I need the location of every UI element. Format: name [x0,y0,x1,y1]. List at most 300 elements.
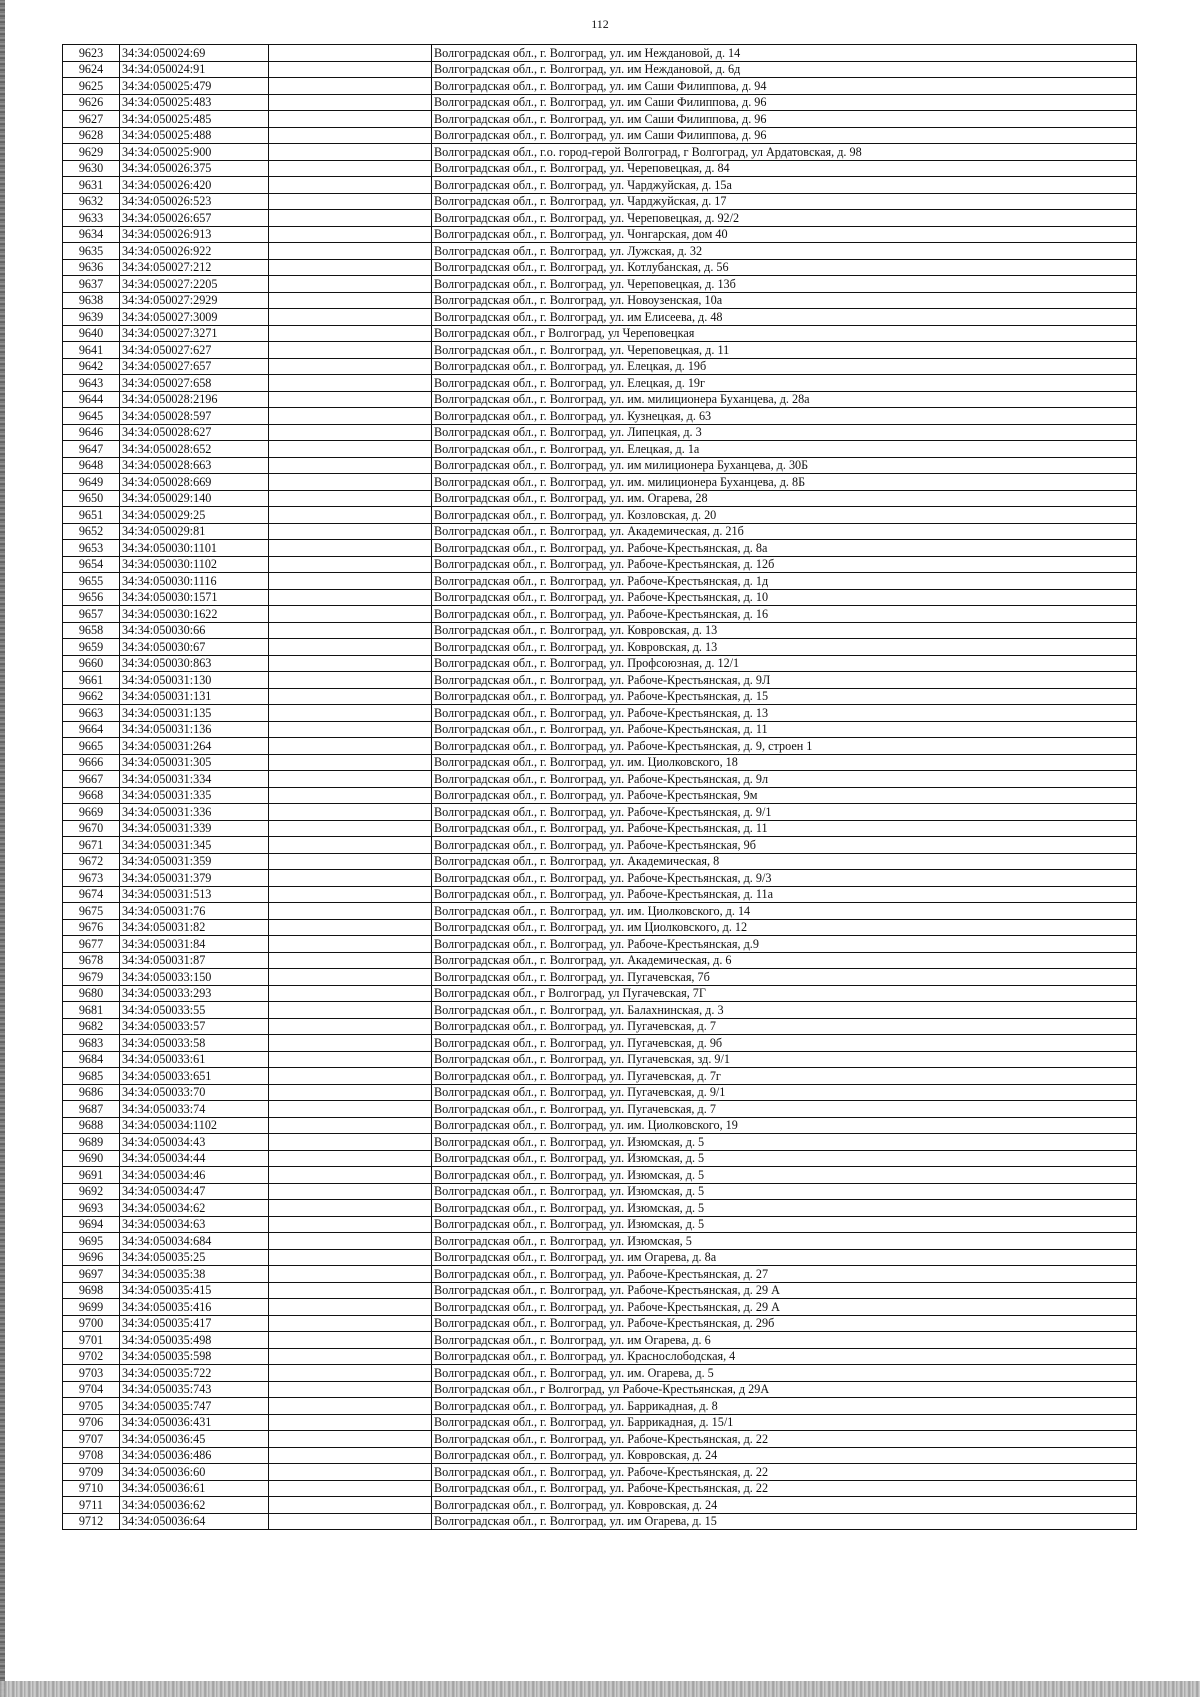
table-row [63,1497,1137,1514]
cadastral-number-cell: 34:34:050026:420 [120,177,269,194]
row-number-cell: 9634 [63,226,120,243]
table-row [63,589,1137,606]
blank-cell [269,672,432,689]
cadastral-number-cell: 34:34:050031:130 [120,672,269,689]
row-number-cell: 9643 [63,375,120,392]
row-number-cell: 9636 [63,259,120,276]
row-number-cell: 9665 [63,738,120,755]
row-number-cell: 9666 [63,754,120,771]
table-row [63,408,1137,425]
cadastral-number-cell: 34:34:050031:131 [120,688,269,705]
address-cell: Волгоградская обл., г. Волгоград, ул. Рабоче-Крестьянская, д. 29б [432,1315,1137,1332]
row-number-cell: 9627 [63,111,120,128]
cadastral-number-cell: 34:34:050025:488 [120,127,269,144]
table-row [63,243,1137,260]
table-row [63,837,1137,854]
address-cell: Волгоградская обл., г. Волгоград, ул. Пугачевская, д. 7 [432,1018,1137,1035]
row-number-cell: 9656 [63,589,120,606]
blank-cell [269,688,432,705]
row-number-cell: 9670 [63,820,120,837]
table-row [63,210,1137,227]
table-row [63,358,1137,375]
cadastral-number-cell: 34:34:050031:82 [120,919,269,936]
address-cell: Волгоградская обл., г. Волгоград, ул. Пугачевская, д. 7 [432,1101,1137,1118]
row-number-cell: 9630 [63,160,120,177]
blank-cell [269,1051,432,1068]
row-number-cell: 9687 [63,1101,120,1118]
cadastral-number-cell: 34:34:050025:479 [120,78,269,95]
cadastral-number-cell: 34:34:050030:863 [120,655,269,672]
row-number-cell: 9696 [63,1249,120,1266]
row-number-cell: 9631 [63,177,120,194]
cadastral-number-cell: 34:34:050033:58 [120,1035,269,1052]
table-row [63,325,1137,342]
cadastral-number-cell: 34:34:050035:415 [120,1282,269,1299]
blank-cell [269,573,432,590]
blank-cell [269,1018,432,1035]
cadastral-number-cell: 34:34:050035:498 [120,1332,269,1349]
blank-cell [269,441,432,458]
blank-cell [269,309,432,326]
table-row [63,903,1137,920]
address-cell: Волгоградская обл., г. Волгоград, ул. Рабоче-Крестьянская, д.9 [432,936,1137,953]
cadastral-number-cell: 34:34:050027:3009 [120,309,269,326]
blank-cell [269,177,432,194]
row-number-cell: 9706 [63,1414,120,1431]
row-number-cell: 9669 [63,804,120,821]
blank-cell [269,589,432,606]
blank-cell [269,606,432,623]
address-cell: Волгоградская обл., г. Волгоград, ул. Рабоче-Крестьянская, д. 9/3 [432,870,1137,887]
row-number-cell: 9682 [63,1018,120,1035]
cadastral-number-cell: 34:34:050036:61 [120,1480,269,1497]
address-cell: Волгоградская обл., г. Волгоград, ул. Череповецкая, д. 84 [432,160,1137,177]
address-cell: Волгоградская обл., г. Волгоград, ул. Балахнинская, д. 3 [432,1002,1137,1019]
cadastral-number-cell: 34:34:050036:486 [120,1447,269,1464]
table-row [63,573,1137,590]
address-cell: Волгоградская обл., г. Волгоград, ул. им Саши Филиппова, д. 94 [432,78,1137,95]
blank-cell [269,820,432,837]
address-cell: Волгоградская обл., г. Волгоград, ул. Пугачевская, 7б [432,969,1137,986]
address-cell: Волгоградская обл., г. Волгоград, ул. Академическая, д. 6 [432,952,1137,969]
blank-cell [269,969,432,986]
blank-cell [269,1497,432,1514]
blank-cell [269,259,432,276]
row-number-cell: 9673 [63,870,120,887]
blank-cell [269,622,432,639]
row-number-cell: 9625 [63,78,120,95]
address-cell: Волгоградская обл., г. Волгоград, ул. Лужская, д. 32 [432,243,1137,260]
address-cell: Волгоградская обл., г. Волгоград, ул. Липецкая, д. 3 [432,424,1137,441]
cadastral-number-cell: 34:34:050026:375 [120,160,269,177]
table-row [63,507,1137,524]
row-number-cell: 9680 [63,985,120,1002]
cadastral-number-cell: 34:34:050027:3271 [120,325,269,342]
table-row [63,721,1137,738]
row-number-cell: 9623 [63,45,120,62]
row-number-cell: 9635 [63,243,120,260]
table-row [63,1513,1137,1530]
table-row [63,1117,1137,1134]
table-row [63,111,1137,128]
blank-cell [269,1513,432,1530]
blank-cell [269,325,432,342]
blank-cell [269,1249,432,1266]
table-row [63,1051,1137,1068]
cadastral-number-cell: 34:34:050030:1571 [120,589,269,606]
table-row [63,1233,1137,1250]
blank-cell [269,1398,432,1415]
address-cell: Волгоградская обл., г. Волгоград, ул. им Циолковского, д. 12 [432,919,1137,936]
blank-cell [269,1233,432,1250]
row-number-cell: 9677 [63,936,120,953]
blank-cell [269,1117,432,1134]
blank-cell [269,903,432,920]
cadastral-number-cell: 34:34:050034:46 [120,1167,269,1184]
blank-cell [269,837,432,854]
blank-cell [269,490,432,507]
row-number-cell: 9686 [63,1084,120,1101]
cadastral-number-cell: 34:34:050031:305 [120,754,269,771]
address-cell: Волгоградская обл., г. Волгоград, ул. Пугачевская, д. 9/1 [432,1084,1137,1101]
table-row [63,1216,1137,1233]
row-number-cell: 9689 [63,1134,120,1151]
cadastral-number-cell: 34:34:050036:60 [120,1464,269,1481]
table-row [63,1035,1137,1052]
table-row [63,1018,1137,1035]
row-number-cell: 9692 [63,1183,120,1200]
scan-edge-bottom [0,1681,1200,1697]
row-number-cell: 9681 [63,1002,120,1019]
cadastral-number-cell: 34:34:050031:76 [120,903,269,920]
address-cell: Волгоградская обл., г. Волгоград, ул. Рабоче-Крестьянская, д. 16 [432,606,1137,623]
table-row [63,1414,1137,1431]
table-row [63,309,1137,326]
row-number-cell: 9684 [63,1051,120,1068]
address-cell: Волгоградская обл., г. Волгоград, ул. Рабоче-Крестьянская, д. 15 [432,688,1137,705]
cadastral-number-cell: 34:34:050035:417 [120,1315,269,1332]
cadastral-number-cell: 34:34:050027:627 [120,342,269,359]
row-number-cell: 9685 [63,1068,120,1085]
address-cell: Волгоградская обл., г. Волгоград, ул. Череповецкая, д. 13б [432,276,1137,293]
row-number-cell: 9679 [63,969,120,986]
blank-cell [269,1464,432,1481]
cadastral-number-cell: 34:34:050031:87 [120,952,269,969]
address-cell: Волгоградская обл., г. Волгоград, ул. Краснослободская, 4 [432,1348,1137,1365]
address-cell: Волгоградская обл., г. Волгоград, ул. Рабоче-Крестьянская, д. 8а [432,540,1137,557]
address-cell: Волгоградская обл., г. Волгоград, ул. Чарджуйская, д. 15а [432,177,1137,194]
table-row [63,127,1137,144]
cadastral-number-cell: 34:34:050034:63 [120,1216,269,1233]
address-cell: Волгоградская обл., г Волгоград, ул Рабоче-Крестьянская, д 29А [432,1381,1137,1398]
address-cell: Волгоградская обл., г. Волгоград, ул. Рабоче-Крестьянская, 9б [432,837,1137,854]
table-row [63,705,1137,722]
row-number-cell: 9654 [63,556,120,573]
blank-cell [269,853,432,870]
address-cell: Волгоградская обл., г. Волгоград, ул. Череповецкая, д. 11 [432,342,1137,359]
table-row [63,1150,1137,1167]
row-number-cell: 9688 [63,1117,120,1134]
blank-cell [269,804,432,821]
blank-cell [269,94,432,111]
table-row [63,853,1137,870]
address-cell: Волгоградская обл., г. Волгоград, ул. Козловская, д. 20 [432,507,1137,524]
cadastral-number-cell: 34:34:050035:25 [120,1249,269,1266]
cadastral-number-cell: 34:34:050028:652 [120,441,269,458]
table-row [63,1348,1137,1365]
address-cell: Волгоградская обл., г Волгоград, ул Череповецкая [432,325,1137,342]
table-row [63,391,1137,408]
blank-cell [269,292,432,309]
blank-cell [269,144,432,161]
row-number-cell: 9707 [63,1431,120,1448]
blank-cell [269,771,432,788]
cadastral-number-cell: 34:34:050033:61 [120,1051,269,1068]
cadastral-number-cell: 34:34:050036:45 [120,1431,269,1448]
cadastral-number-cell: 34:34:050031:336 [120,804,269,821]
blank-cell [269,474,432,491]
row-number-cell: 9678 [63,952,120,969]
table-row [63,1332,1137,1349]
address-cell: Волгоградская обл., г. Волгоград, ул. Рабоче-Крестьянская, д. 11 [432,820,1137,837]
blank-cell [269,556,432,573]
blank-cell [269,408,432,425]
row-number-cell: 9658 [63,622,120,639]
blank-cell [269,243,432,260]
blank-cell [269,540,432,557]
address-cell: Волгоградская обл., г. Волгоград, ул. Рабоче-Крестьянская, д. 29 А [432,1282,1137,1299]
row-number-cell: 9651 [63,507,120,524]
cadastral-number-cell: 34:34:050036:64 [120,1513,269,1530]
address-cell: Волгоградская обл., г. Волгоград, ул. им. Циолковского, 18 [432,754,1137,771]
table-row [63,1200,1137,1217]
table-row [63,1183,1137,1200]
row-number-cell: 9626 [63,94,120,111]
cadastral-number-cell: 34:34:050031:84 [120,936,269,953]
table-row [63,672,1137,689]
table-row [63,78,1137,95]
blank-cell [269,1150,432,1167]
row-number-cell: 9657 [63,606,120,623]
row-number-cell: 9699 [63,1299,120,1316]
address-cell: Волгоградская обл., г. Волгоград, ул. им Огарева, д. 8а [432,1249,1137,1266]
blank-cell [269,1167,432,1184]
table-row [63,870,1137,887]
table-row [63,490,1137,507]
blank-cell [269,358,432,375]
cadastral-number-cell: 34:34:050033:651 [120,1068,269,1085]
cadastral-number-cell: 34:34:050026:913 [120,226,269,243]
table-row [63,1134,1137,1151]
cadastral-number-cell: 34:34:050026:922 [120,243,269,260]
address-cell: Волгоградская обл., г.о. город-герой Волгоград, г Волгоград, ул Ардатовская, д. 98 [432,144,1137,161]
table-row [63,193,1137,210]
row-number-cell: 9691 [63,1167,120,1184]
cadastral-number-cell: 34:34:050033:293 [120,985,269,1002]
registry-table [62,44,1137,1530]
address-cell: Волгоградская обл., г. Волгоград, ул. Рабоче-Крестьянская, д. 22 [432,1480,1137,1497]
address-cell: Волгоградская обл., г. Волгоград, ул. Рабоче-Крестьянская, 9м [432,787,1137,804]
address-cell: Волгоградская обл., г. Волгоград, ул. Пугачевская, д. 9б [432,1035,1137,1052]
table-row [63,61,1137,78]
cadastral-number-cell: 34:34:050034:62 [120,1200,269,1217]
address-cell: Волгоградская обл., г. Волгоград, ул. Котлубанская, д. 56 [432,259,1137,276]
address-cell: Волгоградская обл., г. Волгоград, ул. Елецкая, д. 19г [432,375,1137,392]
address-cell: Волгоградская обл., г. Волгоград, ул. Кузнецкая, д. 63 [432,408,1137,425]
address-cell: Волгоградская обл., г. Волгоград, ул. им Неждановой, д. 6д [432,61,1137,78]
address-cell: Волгоградская обл., г. Волгоград, ул. им Саши Филиппова, д. 96 [432,127,1137,144]
address-cell: Волгоградская обл., г. Волгоград, ул. им. милиционера Буханцева, д. 8Б [432,474,1137,491]
row-number-cell: 9641 [63,342,120,359]
address-cell: Волгоградская обл., г. Волгоград, ул. Елецкая, д. 19б [432,358,1137,375]
table-row [63,1002,1137,1019]
table-row [63,606,1137,623]
cadastral-number-cell: 34:34:050026:657 [120,210,269,227]
table-row [63,738,1137,755]
blank-cell [269,936,432,953]
blank-cell [269,160,432,177]
cadastral-number-cell: 34:34:050030:66 [120,622,269,639]
row-number-cell: 9662 [63,688,120,705]
cadastral-number-cell: 34:34:050025:485 [120,111,269,128]
table-row [63,94,1137,111]
table-row [63,1365,1137,1382]
cadastral-number-cell: 34:34:050035:722 [120,1365,269,1382]
table-row [63,342,1137,359]
cadastral-number-cell: 34:34:050031:135 [120,705,269,722]
table-row [63,177,1137,194]
blank-cell [269,886,432,903]
cadastral-number-cell: 34:34:050033:150 [120,969,269,986]
table-row [63,160,1137,177]
table-row [63,144,1137,161]
table-row [63,1167,1137,1184]
cadastral-number-cell: 34:34:050027:2929 [120,292,269,309]
cadastral-number-cell: 34:34:050034:44 [120,1150,269,1167]
table-row [63,276,1137,293]
row-number-cell: 9708 [63,1447,120,1464]
blank-cell [269,1414,432,1431]
blank-cell [269,45,432,62]
address-cell: Волгоградская обл., г. Волгоград, ул. Изюмская, д. 5 [432,1200,1137,1217]
address-cell: Волгоградская обл., г. Волгоград, ул. Рабоче-Крестьянская, д. 9л [432,771,1137,788]
address-cell: Волгоградская обл., г. Волгоград, ул. Изюмская, 5 [432,1233,1137,1250]
address-cell: Волгоградская обл., г. Волгоград, ул. Рабоче-Крестьянская, д. 13 [432,705,1137,722]
address-cell: Волгоградская обл., г. Волгоград, ул. Чарджуйская, д. 17 [432,193,1137,210]
blank-cell [269,1431,432,1448]
row-number-cell: 9644 [63,391,120,408]
cadastral-number-cell: 34:34:050031:339 [120,820,269,837]
cadastral-number-cell: 34:34:050028:597 [120,408,269,425]
cadastral-number-cell: 34:34:050030:67 [120,639,269,656]
blank-cell [269,61,432,78]
table-row [63,820,1137,837]
address-cell: Волгоградская обл., г. Волгоград, ул. им. Циолковского, 19 [432,1117,1137,1134]
address-cell: Волгоградская обл., г. Волгоград, ул. им Елисеева, д. 48 [432,309,1137,326]
row-number-cell: 9703 [63,1365,120,1382]
cadastral-number-cell: 34:34:050033:57 [120,1018,269,1035]
address-cell: Волгоградская обл., г. Волгоград, ул. Академическая, д. 21б [432,523,1137,540]
address-cell: Волгоградская обл., г. Волгоград, ул. Ковровская, д. 13 [432,622,1137,639]
row-number-cell: 9648 [63,457,120,474]
row-number-cell: 9642 [63,358,120,375]
cadastral-number-cell: 34:34:050025:900 [120,144,269,161]
row-number-cell: 9646 [63,424,120,441]
address-cell: Волгоградская обл., г. Волгоград, ул. Ковровская, д. 24 [432,1447,1137,1464]
registry-table-body [63,45,1137,1530]
cadastral-number-cell: 34:34:050029:25 [120,507,269,524]
row-number-cell: 9633 [63,210,120,227]
address-cell: Волгоградская обл., г. Волгоград, ул. им Саши Филиппова, д. 96 [432,94,1137,111]
cadastral-number-cell: 34:34:050027:658 [120,375,269,392]
table-row [63,985,1137,1002]
blank-cell [269,457,432,474]
page-number: 112 [591,17,609,31]
table-row [63,1068,1137,1085]
cadastral-number-cell: 34:34:050030:1102 [120,556,269,573]
blank-cell [269,1266,432,1283]
row-number-cell: 9661 [63,672,120,689]
row-number-cell: 9690 [63,1150,120,1167]
blank-cell [269,1348,432,1365]
table-row [63,787,1137,804]
cadastral-number-cell: 34:34:050031:359 [120,853,269,870]
address-cell: Волгоградская обл., г. Волгоград, ул. Изюмская, д. 5 [432,1167,1137,1184]
blank-cell [269,507,432,524]
address-cell: Волгоградская обл., г. Волгоград, ул. им. Огарева, д. 5 [432,1365,1137,1382]
row-number-cell: 9704 [63,1381,120,1398]
cadastral-number-cell: 34:34:050028:627 [120,424,269,441]
row-number-cell: 9674 [63,886,120,903]
table-row [63,622,1137,639]
table-row [63,936,1137,953]
cadastral-number-cell: 34:34:050028:663 [120,457,269,474]
table-row [63,375,1137,392]
address-cell: Волгоградская обл., г Волгоград, ул Пугачевская, 7Г [432,985,1137,1002]
blank-cell [269,639,432,656]
cadastral-number-cell: 34:34:050035:743 [120,1381,269,1398]
table-row [63,1282,1137,1299]
table-row [63,457,1137,474]
address-cell: Волгоградская обл., г. Волгоград, ул. Рабоче-Крестьянская, д. 11 [432,721,1137,738]
cadastral-number-cell: 34:34:050030:1116 [120,573,269,590]
cadastral-number-cell: 34:34:050035:416 [120,1299,269,1316]
address-cell: Волгоградская обл., г. Волгоград, ул. Елецкая, д. 1а [432,441,1137,458]
table-row [63,523,1137,540]
row-number-cell: 9632 [63,193,120,210]
cadastral-number-cell: 34:34:050034:684 [120,1233,269,1250]
table-row [63,424,1137,441]
address-cell: Волгоградская обл., г. Волгоград, ул. Ковровская, д. 24 [432,1497,1137,1514]
address-cell: Волгоградская обл., г. Волгоград, ул. Рабоче-Крестьянская, д. 9, строен 1 [432,738,1137,755]
row-number-cell: 9638 [63,292,120,309]
table-row [63,1381,1137,1398]
row-number-cell: 9672 [63,853,120,870]
table-row [63,292,1137,309]
row-number-cell: 9710 [63,1480,120,1497]
cadastral-number-cell: 34:34:050031:264 [120,738,269,755]
address-cell: Волгоградская обл., г. Волгоград, ул. Пугачевская, зд. 9/1 [432,1051,1137,1068]
cadastral-number-cell: 34:34:050034:1102 [120,1117,269,1134]
cadastral-number-cell: 34:34:050024:91 [120,61,269,78]
blank-cell [269,424,432,441]
table-row [63,1398,1137,1415]
blank-cell [269,1084,432,1101]
row-number-cell: 9711 [63,1497,120,1514]
row-number-cell: 9671 [63,837,120,854]
cadastral-number-cell: 34:34:050031:334 [120,771,269,788]
cadastral-number-cell: 34:34:050031:379 [120,870,269,887]
